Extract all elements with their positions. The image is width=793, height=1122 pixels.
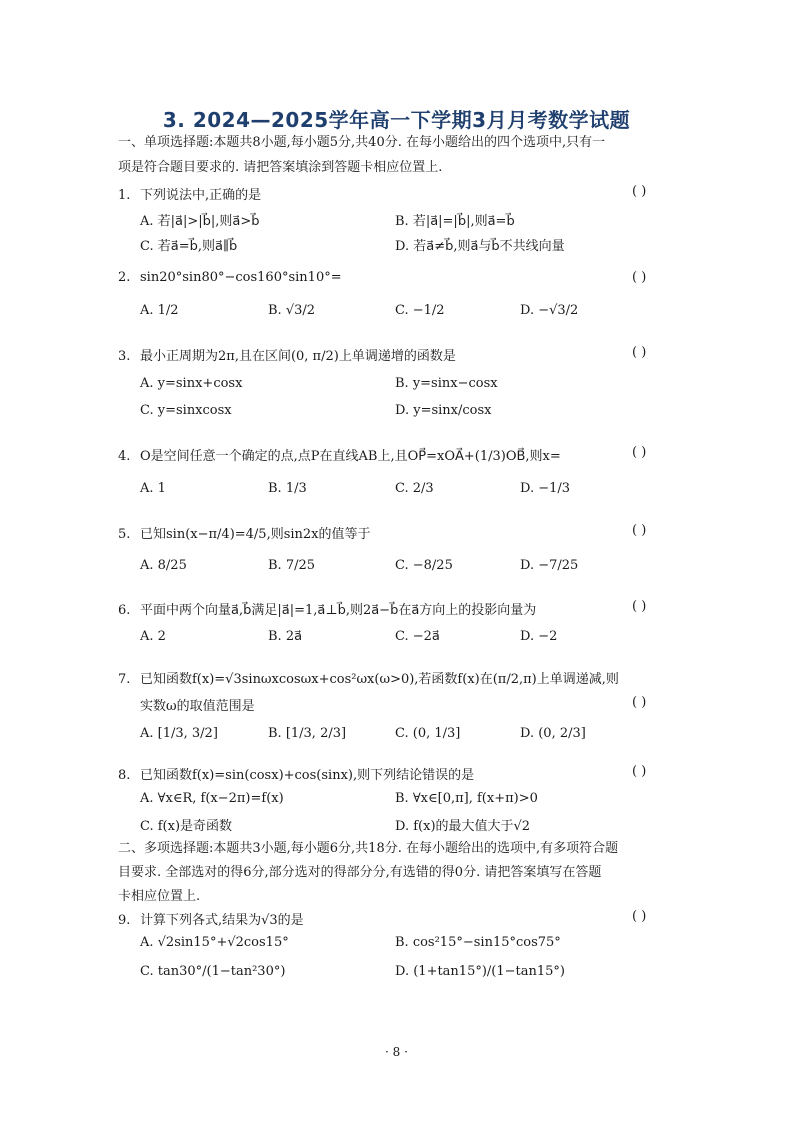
q4-option-b: B. 1/3 [268,481,307,496]
section1-instructions-line1: 一、单项选择题:本题共8小题,每小题5分,共40分. 在每小题给出的四个选项中,只有一 [118,135,606,150]
answer-paren-5: ( ) [632,523,647,538]
q5-option-d: D. −7/25 [520,558,579,573]
question-6: 6. 平面中两个向量a⃗,b⃗满足|a⃗|=1,a⃗⊥b⃗,则2a⃗−b⃗在a⃗方向上的投影向量为 [118,603,537,618]
q8-option-c: C. f(x)是奇函数 [140,819,233,834]
q1-option-c: C. 若a⃗=b⃗,则a⃗∥b⃗ [140,239,238,254]
question-2: 2. sin20°sin80°−cos160°sin10°= [118,270,342,285]
q5-option-a: A. 8/25 [140,558,187,573]
q4-option-c: C. 2/3 [395,481,434,496]
q2-option-b: B. √3/2 [268,303,316,318]
q1-option-b: B. 若|a⃗|=|b⃗|,则a⃗=b⃗ [395,214,515,229]
q4-option-d: D. −1/3 [520,481,571,496]
section1-instructions-line2: 项是符合题目要求的. 请把答案填涂到答题卡相应位置上. [118,160,443,175]
question-8-stem: 已知函数f(x)=sin(cosx)+cos(sinx),则下列结论错误的是 [140,768,475,783]
q7-option-b: B. [1/3, 2/3] [268,726,347,741]
answer-paren-6: ( ) [632,599,647,614]
q8-option-a: A. ∀x∈R, f(x−2π)=f(x) [140,791,284,806]
q3-option-a: A. y=sinx+cosx [140,376,243,391]
q5-option-c: C. −8/25 [395,558,453,573]
q7-option-c: C. (0, 1/3] [395,726,461,741]
q7-option-d: D. (0, 2/3] [520,726,586,741]
q6-option-a: A. 2 [140,629,166,644]
question-6-stem: 平面中两个向量a⃗,b⃗满足|a⃗|=1,a⃗⊥b⃗,则2a⃗−b⃗在a⃗方向上的投影向量为 [140,603,537,618]
question-3: 3. 最小正周期为2π,且在区间(0, π/2)上单调递增的函数是 [118,349,456,364]
answer-paren-2: ( ) [632,270,647,285]
q1-option-d: D. 若a⃗≠b⃗,则a⃗与b⃗不共线向量 [395,239,565,254]
question-3-stem: 最小正周期为2π,且在区间(0, π/2)上单调递增的函数是 [140,349,456,364]
answer-paren-8: ( ) [632,764,647,779]
q6-option-c: C. −2a⃗ [395,629,440,644]
question-4: 4. O是空间任意一个确定的点,点P在直线AB上,且OP⃗=xOA⃗+(1/3)OB⃗,则x= [118,449,561,464]
q4-option-a: A. 1 [140,481,166,496]
answer-paren-1: ( ) [632,184,647,199]
question-4-stem: O是空间任意一个确定的点,点P在直线AB上,且OP⃗=xOA⃗+(1/3)OB⃗,则x= [140,449,561,464]
question-7: 7. 已知函数f(x)=√3sinωxcosωx+cos²ωx(ω>0),若函数f(x)在(π/2,π)上单调递减,则 [118,672,619,687]
q6-option-b: B. 2a⃗ [268,629,303,644]
q2-option-a: A. 1/2 [140,303,179,318]
question-2-stem: sin20°sin80°−cos160°sin10°= [140,270,342,285]
q2-option-c: C. −1/2 [395,303,445,318]
section2-instructions-line3: 卡相应位置上. [118,889,201,904]
question-1: 1. 下列说法中,正确的是 [118,188,262,203]
section2-instructions-line2: 目要求. 全部选对的得6分,部分选对的得部分分,有选错的得0分. 请把答案填写在答题 [118,865,602,880]
question-5-stem: 已知sin(x−π/4)=4/5,则sin2x的值等于 [140,527,371,542]
q9-option-a: A. √2sin15°+√2cos15° [140,935,289,950]
q2-option-d: D. −√3/2 [520,303,579,318]
question-8: 8. 已知函数f(x)=sin(cosx)+cos(sinx),则下列结论错误的是 [118,768,475,783]
question-5: 5. 已知sin(x−π/4)=4/5,则sin2x的值等于 [118,527,371,542]
answer-paren-9: ( ) [632,909,647,924]
q9-option-c: C. tan30°/(1−tan²30°) [140,964,286,979]
q3-option-b: B. y=sinx−cosx [395,376,498,391]
answer-paren-7: ( ) [632,695,647,710]
page-number: · 8 · [385,1045,408,1059]
q5-option-b: B. 7/25 [268,558,316,573]
question-1-stem: 下列说法中,正确的是 [140,188,262,203]
q1-option-a: A. 若|a⃗|>|b⃗|,则a⃗>b⃗ [140,214,260,229]
q3-option-d: D. y=sinx/cosx [395,403,492,418]
answer-paren-3: ( ) [632,345,647,360]
section2-instructions-line1: 二、多项选择题:本题共3小题,每小题6分,共18分. 在每小题给出的选项中,有多项符合题 [118,841,619,856]
question-7-stem-line2: 实数ω的取值范围是 [140,699,255,714]
q7-option-a: A. [1/3, 3/2] [140,726,218,741]
question-9-stem: 计算下列各式,结果为√3的是 [140,913,304,928]
q8-option-b: B. ∀x∈[0,π], f(x+π)>0 [395,791,538,806]
question-7-stem: 已知函数f(x)=√3sinωxcosωx+cos²ωx(ω>0),若函数f(x)在(π/2,π)上单调递减,则 [140,672,619,687]
q3-option-c: C. y=sinxcosx [140,403,232,418]
q6-option-d: D. −2 [520,629,558,644]
q8-option-d: D. f(x)的最大值大于√2 [395,819,531,834]
answer-paren-4: ( ) [632,445,647,460]
question-9: 9. 计算下列各式,结果为√3的是 [118,913,304,928]
q9-option-b: B. cos²15°−sin15°cos75° [395,935,561,950]
page-title: 3. 2024—2025学年高一下学期3月月考数学试题 [162,108,631,132]
q9-option-d: D. (1+tan15°)/(1−tan15°) [395,964,565,979]
